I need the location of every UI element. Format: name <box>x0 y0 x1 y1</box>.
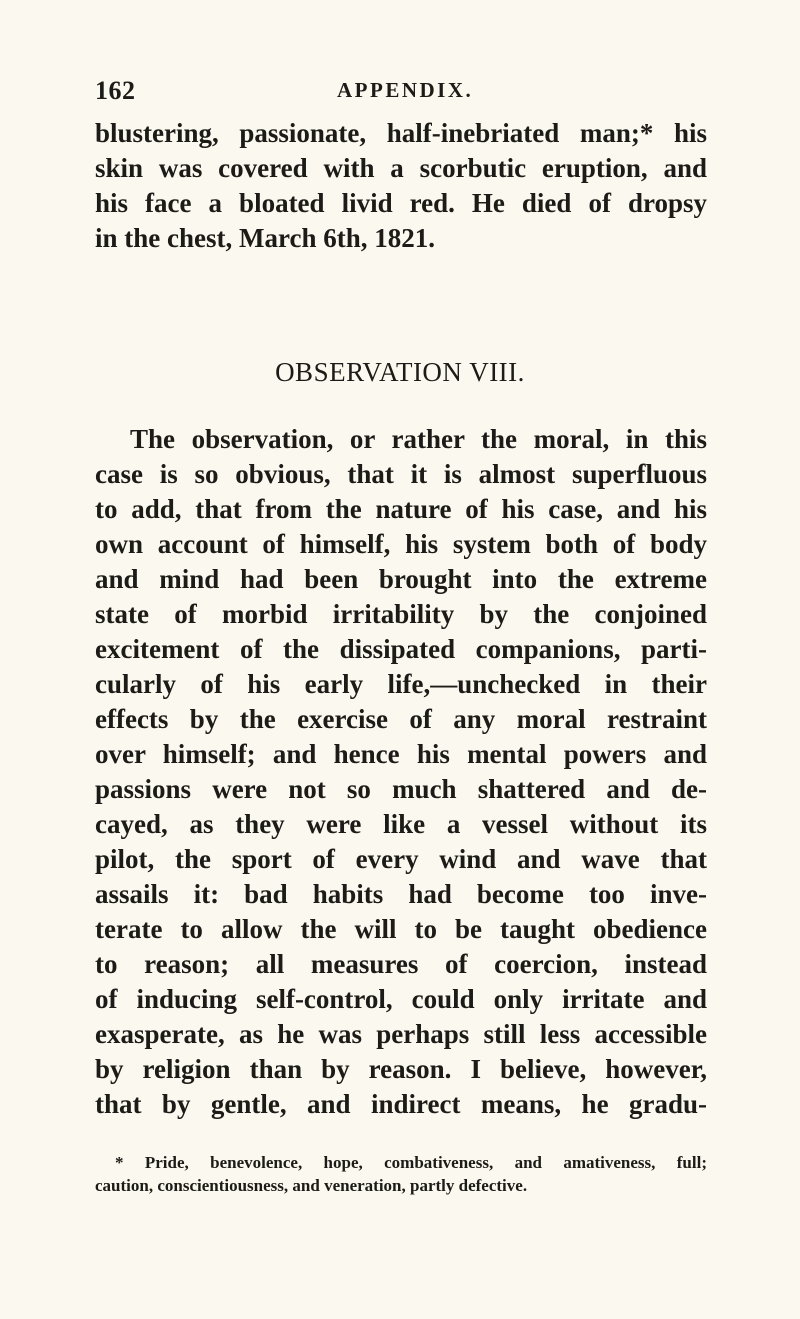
text-line: passions were not so much shattered and de- <box>95 774 707 804</box>
footnote-line: * Pride, benevolence, hope, combativeness, and amativeness, full; <box>115 1153 707 1172</box>
text-line: terate to allow the will to be taught obedience <box>95 914 707 944</box>
text-line: excitement of the dissipated companions, parti- <box>95 634 707 664</box>
page-number: 162 <box>95 76 136 105</box>
text-line: cayed, as they were like a vessel without its <box>95 809 707 839</box>
text-line: by religion than by reason. I believe, however, <box>95 1054 707 1084</box>
text-line: cularly of his early life,—unchecked in their <box>95 669 707 699</box>
paragraph-first-line: The observation, or rather the moral, in this <box>130 424 707 454</box>
text-line: case is so obvious, that it is almost superfluous <box>95 459 707 489</box>
text-line: effects by the exercise of any moral restraint <box>95 704 707 734</box>
text-line: state of morbid irritability by the conjoined <box>95 599 707 629</box>
text-line: of inducing self-control, could only irritate and <box>95 984 707 1014</box>
text-line: and mind had been brought into the extreme <box>95 564 707 594</box>
text-line: skin was covered with a scorbutic eruption, and <box>95 153 707 183</box>
text-line: own account of himself, his system both of body <box>95 529 707 559</box>
text-line: his face a bloated livid red. He died of dropsy <box>95 188 707 218</box>
text-line: exasperate, as he was perhaps still less accessible <box>95 1019 707 1049</box>
text-line: to reason; all measures of coercion, instead <box>95 949 707 979</box>
text-line: blustering, passionate, half-inebriated man;* his <box>95 118 707 148</box>
text-line: assails it: bad habits had become too inve- <box>95 879 707 909</box>
text-line: in the chest, March 6th, 1821. <box>95 223 435 253</box>
running-title: APPENDIX. <box>337 78 474 102</box>
footnote-line: caution, conscientiousness, and veneration, partly defective. <box>95 1176 528 1195</box>
text-line: to add, that from the nature of his case, and his <box>95 494 707 524</box>
text-line: pilot, the sport of every wind and wave that <box>95 844 707 874</box>
running-head <box>0 76 800 110</box>
section-heading: OBSERVATION VIII. <box>275 357 525 387</box>
text-line: over himself; and hence his mental powers and <box>95 739 707 769</box>
text-line: that by gentle, and indirect means, he gradu- <box>95 1089 707 1119</box>
